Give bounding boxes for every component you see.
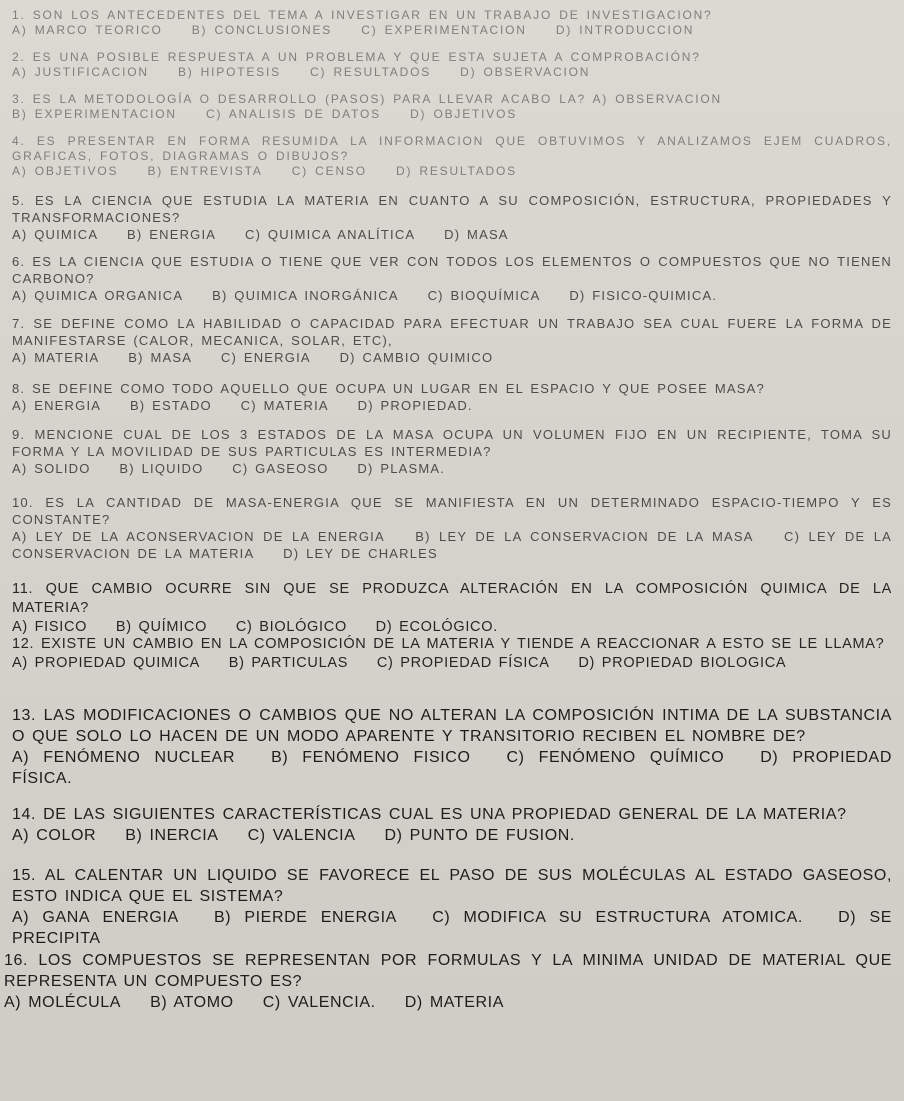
option-c: C) PROPIEDAD FÍSICA: [376, 655, 550, 671]
question-number: 3.: [12, 92, 26, 106]
option-a: A) ENERGIA: [12, 398, 102, 413]
option-b: B) EXPERIMENTACION: [12, 107, 177, 121]
option-d: D) PROPIEDAD FÍSICA.: [12, 749, 892, 787]
option-c: C) ANALISIS DE DATOS: [206, 107, 381, 121]
option-a: A) SOLIDO: [12, 461, 91, 476]
question-number: 15.: [12, 867, 37, 884]
option-c: C) MODIFICA SU ESTRUCTURA ATOMICA.: [432, 909, 803, 926]
question-text: EXISTE UN CAMBIO EN LA COMPOSICIÓN DE LA MATERIA Y TIENDE A REACCIONAR A ESTO SE LE LLAMA?: [41, 636, 885, 652]
question-7: [12, 315, 892, 366]
option-b: B) QUIMICA INORGÁNICA: [212, 288, 399, 303]
option-c: C) ENERGIA: [220, 350, 311, 365]
question-number: 1.: [12, 8, 26, 22]
option-d: D) RESULTADOS: [396, 164, 517, 178]
option-a: A) QUIMICA ORGANICA: [12, 288, 184, 303]
option-d: D) PROPIEDAD BIOLOGICA: [578, 655, 787, 671]
option-c: C) VALENCIA: [247, 827, 356, 844]
answer-options: [12, 23, 892, 38]
option-a: A) OBJETIVOS: [12, 164, 119, 178]
question-15: [12, 865, 892, 949]
option-c: C) VALENCIA.: [262, 994, 376, 1011]
option-b: B) MASA: [128, 350, 193, 365]
option-b: B) PARTICULAS: [228, 655, 349, 671]
question-text: DE LAS SIGUIENTES CARACTERÍSTICAS CUAL ES UNA PROPIEDAD GENERAL DE LA MATERIA?: [43, 806, 847, 823]
question-number: 10.: [12, 495, 34, 510]
question-number: 8.: [12, 381, 26, 396]
option-c: C) BIOQUÍMICA: [427, 288, 541, 303]
option-c: C) QUIMICA ANALÍTICA: [244, 227, 416, 242]
question-number: 12.: [12, 636, 35, 652]
option-a: A) PROPIEDAD QUIMICA: [12, 655, 200, 671]
question-16: [4, 950, 892, 1013]
option-b: B) ENERGIA: [127, 227, 217, 242]
option-b: B) HIPOTESIS: [177, 65, 281, 79]
option-c: C) EXPERIMENTACION: [361, 23, 527, 37]
option-d: D) INTRODUCCION: [555, 23, 695, 37]
option-d: D) MATERIA: [404, 994, 504, 1011]
question-text: ES PRESENTAR EN FORMA RESUMIDA LA INFORMACION QUE OBTUVIMOS Y ANALIZAMOS EJEM CUADROS, GRAFICAS, FOTOS, DIAGRAMAS O DIBUJOS?: [12, 134, 892, 163]
answer-options: [12, 65, 892, 80]
option-b: B) ATOMO: [150, 994, 234, 1011]
option-c: C) FENÓMENO QUÍMICO: [506, 749, 725, 766]
question-number: 7.: [12, 316, 26, 331]
option-d: D) LEY DE CHARLES: [283, 546, 438, 561]
option-b: B) FENÓMENO FISICO: [271, 749, 471, 766]
option-c: C) LEY DE LA CONSERVACION DE LA MATERIA: [12, 529, 893, 561]
question-number: 14.: [12, 806, 37, 823]
question-4: [12, 134, 892, 179]
option-a: A) GANA ENERGIA: [12, 909, 179, 926]
option-d: D) PROPIEDAD.: [357, 398, 473, 413]
option-a: A) MARCO TEORICO: [12, 23, 163, 37]
option-b: B) CONCLUSIONES: [191, 23, 333, 37]
question-text: SE DEFINE COMO LA HABILIDAD O CAPACIDAD PARA EFECTUAR UN TRABAJO SEA CUAL FUERE LA FORMA DE MANIFESTARSE (CALOR, MECANICA, SOLAR, ETC),: [12, 316, 893, 348]
question-text: ES LA CIENCIA QUE ESTUDIA LA MATERIA EN CUANTO A SU COMPOSICIÓN, ESTRUCTURA, PROPIEDADES Y TRANSFORMACIONES?: [12, 193, 893, 225]
question-text: SON LOS ANTECEDENTES DEL TEMA A INVESTIGAR EN UN TRABAJO DE INVESTIGACION?: [32, 8, 713, 22]
option-d: D) ECOLÓGICO.: [375, 619, 498, 635]
question-text: SE DEFINE COMO TODO AQUELLO QUE OCUPA UN LUGAR EN EL ESPACIO Y QUE POSEE MASA?: [32, 381, 765, 396]
question-6: [12, 253, 892, 304]
option-d: D) CAMBIO QUIMICO: [339, 350, 494, 365]
option-d: D) MASA: [444, 227, 509, 242]
question-text: QUE CAMBIO OCURRE SIN QUE SE PRODUZCA ALTERACIÓN EN LA COMPOSICIÓN QUIMICA DE LA MATERIA?: [12, 581, 892, 616]
option-a: A) COLOR: [12, 827, 97, 844]
answer-options: [12, 528, 892, 562]
question-number: 9.: [12, 427, 26, 442]
question-14: [12, 804, 892, 846]
question-number: 13.: [12, 707, 37, 724]
question-5: [12, 192, 892, 243]
answer-options: [12, 287, 892, 304]
option-c: C) BIOLÓGICO: [235, 619, 347, 635]
answer-options: [12, 460, 892, 477]
option-b: B) ENTREVISTA: [147, 164, 263, 178]
answer-options: [12, 349, 892, 366]
question-8: [12, 380, 892, 414]
option-d: D) FISICO-QUIMICA.: [569, 288, 718, 303]
option-a: A) FENÓMENO NUCLEAR: [12, 749, 236, 766]
question-text: ES LA CANTIDAD DE MASA-ENERGIA QUE SE MANIFIESTA EN UN DETERMINADO ESPACIO-TIEMPO Y ES CONSTANTE?: [12, 495, 893, 527]
question-text: LAS MODIFICACIONES O CAMBIOS QUE NO ALTERAN LA COMPOSICIÓN INTIMA DE LA SUBSTANCIA O QUE SOLO LO HACEN DE UN MODO APARENTE Y TRANSITORIO RECIBEN EL NOMBRE DE?: [12, 707, 892, 745]
option-a: A) JUSTIFICACION: [12, 65, 149, 79]
question-2: [12, 50, 892, 80]
option-d: D) SE PRECIPITA: [12, 909, 892, 947]
option-b: B) QUÍMICO: [115, 619, 208, 635]
question-12: [12, 635, 892, 673]
question-number: 2.: [12, 50, 26, 64]
option-d: D) OBSERVACION: [460, 65, 591, 79]
option-c: C) RESULTADOS: [310, 65, 432, 79]
option-b: B) LIQUIDO: [119, 461, 204, 476]
answer-options: [4, 992, 892, 1013]
answer-options: [12, 907, 892, 949]
question-13: [12, 705, 892, 789]
answer-options: [12, 654, 892, 673]
option-a: A) QUIMICA: [12, 227, 99, 242]
question-text: MENCIONE CUAL DE LOS 3 ESTADOS DE LA MASA OCUPA UN VOLUMEN FIJO EN UN RECIPIENTE, TOMA SU FORMA Y LA MOVILIDAD DE SUS PARTICULAS ES INTERMEDIA?: [12, 427, 892, 459]
option-c: C) GASEOSO: [232, 461, 329, 476]
answer-options: [12, 747, 892, 789]
option-b: B) INERCIA: [125, 827, 219, 844]
option-c: C) CENSO: [291, 164, 367, 178]
option-a: A) MOLÉCULA: [4, 994, 122, 1011]
question-text: ES UNA POSIBLE RESPUESTA A UN PROBLEMA Y QUE ESTA SUJETA A COMPROBACIÓN?: [32, 50, 701, 64]
option-a: A) FISICO: [12, 619, 88, 635]
answer-options: [12, 164, 892, 179]
option-a: A) MATERIA: [12, 350, 100, 365]
option-a: A) LEY DE LA ACONSERVACION DE LA ENERGIA: [12, 529, 385, 544]
option-b: B) ESTADO: [129, 398, 212, 413]
question-text: ES LA METODOLOGÍA O DESARROLLO (PASOS) PARA LLEVAR ACABO LA? A) OBSERVACION: [32, 92, 722, 106]
question-number: 4.: [12, 134, 26, 148]
option-d: D) PLASMA.: [357, 461, 446, 476]
option-d: D) PUNTO DE FUSION.: [384, 827, 575, 844]
option-c: C) MATERIA: [240, 398, 329, 413]
question-1: [12, 8, 892, 38]
question-number: 16.: [4, 952, 29, 969]
question-3: [12, 92, 892, 122]
question-10: [12, 494, 892, 562]
question-text: LOS COMPUESTOS SE REPRESENTAN POR FORMULAS Y LA MINIMA UNIDAD DE MATERIAL QUE REPRESENTA UN COMPUESTO ES?: [4, 952, 893, 990]
question-11: [12, 580, 892, 637]
answer-options: [12, 107, 892, 122]
option-d: D) OBJETIVOS: [410, 107, 518, 121]
answer-options: [12, 825, 892, 846]
answer-options: [12, 397, 892, 414]
question-number: 5.: [12, 193, 26, 208]
answer-options: [12, 226, 892, 243]
question-text: ES LA CIENCIA QUE ESTUDIA O TIENE QUE VER CON TODOS LOS ELEMENTOS O COMPUESTOS QUE NO TIENEN CARBONO?: [12, 254, 892, 286]
option-b: B) LEY DE LA CONSERVACION DE LA MASA: [415, 529, 754, 544]
question-9: [12, 426, 892, 477]
question-text: AL CALENTAR UN LIQUIDO SE FAVORECE EL PASO DE SUS MOLÉCULAS AL ESTADO GASEOSO, ESTO INDICA QUE EL SISTEMA?: [12, 867, 892, 905]
option-b: B) PIERDE ENERGIA: [213, 909, 397, 926]
question-number: 11.: [12, 581, 34, 597]
question-number: 6.: [12, 254, 26, 269]
